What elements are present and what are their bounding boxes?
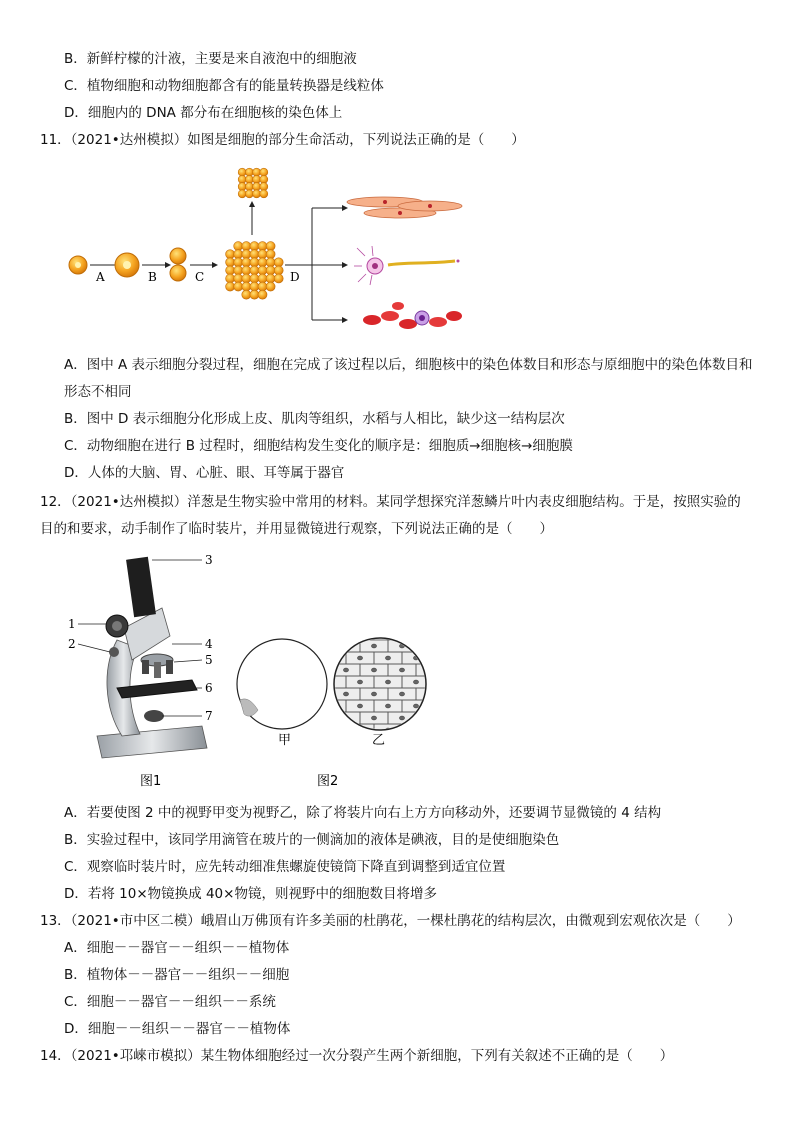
cluster-cell bbox=[226, 250, 235, 259]
q12-stem: 12．（2021•达州模拟）洋葱是生物实验中常用的材料。某同学想探究洋葱鳞片叶内表皮细胞结构。于是，按照实验的目的和要求，动手制作了临时装片，并用显微镜进行观察，下列说法正确的是（ ） bbox=[40, 494, 741, 537]
q12-option-a: A．若要使图 2 中的视野甲变为视野乙，除了将装片向右上方方向移动外，还要调节显微镜的 4 结构 bbox=[64, 805, 662, 821]
cluster-cell bbox=[242, 258, 251, 267]
cluster-cell bbox=[260, 190, 268, 198]
cluster-cell bbox=[250, 250, 259, 259]
onion-cell bbox=[430, 700, 458, 712]
q12-microscope-figure bbox=[62, 548, 462, 793]
cluster-cell bbox=[260, 183, 268, 191]
onion-cell-nucleus bbox=[344, 668, 349, 672]
muscle-tissue-cells bbox=[347, 197, 462, 218]
onion-cell bbox=[416, 640, 444, 652]
q11-option-b: B．图中 D 表示细胞分化形成上皮、肌肉等组织，水稻与人相比，缺少这一结构层次 bbox=[64, 411, 565, 427]
onion-cell-nucleus bbox=[372, 716, 377, 720]
onion-cell-nucleus bbox=[442, 728, 447, 732]
cluster-cell bbox=[238, 168, 246, 176]
two-cells bbox=[170, 248, 186, 281]
cluster-cell bbox=[250, 258, 259, 267]
q12-option-c: C．观察临时装片时，应先转动细准焦螺旋使镜筒下降直到调整到适宜位置 bbox=[64, 859, 506, 875]
onion-cell-nucleus bbox=[456, 692, 461, 696]
view-jia-label: 甲 bbox=[278, 733, 292, 748]
single-cell bbox=[69, 256, 87, 274]
view-yi-label: 乙 bbox=[372, 733, 386, 748]
onion-cell-nucleus bbox=[456, 644, 461, 648]
cluster-cell bbox=[245, 183, 253, 191]
cluster-cell bbox=[242, 242, 251, 251]
onion-cell-nucleus bbox=[414, 704, 419, 708]
cluster-cell bbox=[226, 266, 235, 275]
cluster-cell bbox=[242, 250, 251, 259]
cluster-cell bbox=[234, 242, 243, 251]
onion-cell-nucleus bbox=[386, 680, 391, 684]
onion-cell bbox=[416, 712, 444, 724]
cluster-cell bbox=[274, 258, 283, 267]
onion-cell-nucleus bbox=[358, 704, 363, 708]
cluster-cell bbox=[250, 282, 259, 291]
onion-cell-nucleus bbox=[372, 644, 377, 648]
grown-cell bbox=[115, 253, 139, 277]
onion-cell-nucleus bbox=[428, 716, 433, 720]
microscope-diagram bbox=[62, 548, 462, 793]
cluster-cell bbox=[250, 242, 259, 251]
cluster-cell bbox=[242, 266, 251, 275]
fig2-caption: 图2 bbox=[317, 774, 339, 789]
onion-cell bbox=[402, 724, 430, 736]
label-3: 3 bbox=[205, 553, 213, 567]
onion-cell-nucleus bbox=[316, 716, 321, 720]
q11-cell-figure bbox=[60, 160, 480, 340]
cluster-cell bbox=[260, 168, 268, 176]
cluster-cell bbox=[274, 274, 283, 283]
label-6: 6 bbox=[205, 681, 213, 695]
onion-cell-nucleus bbox=[316, 644, 321, 648]
label-7: 7 bbox=[205, 709, 213, 723]
cluster-cell bbox=[253, 168, 261, 176]
cluster-cell bbox=[242, 274, 251, 283]
cluster-cell bbox=[266, 266, 275, 275]
cluster-cell bbox=[258, 266, 267, 275]
cluster-cell bbox=[266, 274, 275, 283]
onion-cell-nucleus bbox=[330, 656, 335, 660]
q11-option-d: D．人体的大脑、胃、心脏、眼、耳等属于器官 bbox=[64, 465, 345, 481]
cluster-cell bbox=[226, 274, 235, 283]
cluster-cell bbox=[238, 175, 246, 183]
cluster-cell bbox=[242, 282, 251, 291]
onion-cell bbox=[444, 640, 462, 652]
onion-cell-nucleus bbox=[344, 692, 349, 696]
onion-cell-nucleus bbox=[330, 704, 335, 708]
cell-cluster-top bbox=[238, 168, 268, 198]
cluster-cell bbox=[266, 258, 275, 267]
onion-cell-nucleus bbox=[442, 704, 447, 708]
onion-cell bbox=[430, 724, 458, 736]
cluster-cell bbox=[266, 242, 275, 251]
view-yi-circle bbox=[304, 638, 462, 736]
q11-option-c: C．动物细胞在进行 B 过程时，细胞结构发生变化的顺序是：细胞质→细胞核→细胞膜 bbox=[64, 438, 573, 454]
onion-cell bbox=[458, 652, 462, 664]
q13-option-b: B．植物体－－器官－－组织－－细胞 bbox=[64, 967, 290, 983]
label-b: B bbox=[148, 270, 157, 284]
q10-option-d: D．细胞内的 DNA 都分布在细胞核的染色体上 bbox=[64, 105, 343, 121]
cluster-cell bbox=[234, 274, 243, 283]
onion-cell-nucleus bbox=[428, 668, 433, 672]
onion-cell-nucleus bbox=[400, 692, 405, 696]
fig1-caption: 图1 bbox=[140, 774, 162, 789]
q10-option-c: C．植物细胞和动物细胞都含有的能量转换器是线粒体 bbox=[64, 78, 384, 94]
cluster-cell bbox=[250, 266, 259, 275]
cluster-cell bbox=[234, 250, 243, 259]
cell-cluster bbox=[226, 242, 284, 300]
onion-cell-nucleus bbox=[428, 644, 433, 648]
label-4: 4 bbox=[205, 637, 213, 651]
cluster-cell bbox=[245, 175, 253, 183]
onion-cell bbox=[458, 724, 462, 736]
onion-cell bbox=[444, 688, 462, 700]
onion-cell bbox=[458, 676, 462, 688]
onion-cell-nucleus bbox=[344, 644, 349, 648]
onion-cell-nucleus bbox=[358, 656, 363, 660]
cluster-cell bbox=[234, 258, 243, 267]
label-5: 5 bbox=[205, 653, 213, 667]
onion-cell bbox=[458, 700, 462, 712]
q10-option-b: B．新鲜柠檬的汁液，主要是来自液泡中的细胞液 bbox=[64, 51, 357, 67]
q13-option-d: D．细胞－－组织－－器官－－植物体 bbox=[64, 1021, 291, 1037]
label-d: D bbox=[290, 270, 300, 284]
cluster-cell bbox=[242, 290, 251, 299]
cluster-cell bbox=[250, 290, 259, 299]
cluster-cell bbox=[245, 168, 253, 176]
label-a: A bbox=[96, 270, 105, 284]
cluster-cell bbox=[226, 282, 235, 291]
q13-option-a: A．细胞－－器官－－组织－－植物体 bbox=[64, 940, 290, 956]
cluster-cell bbox=[258, 290, 267, 299]
cluster-cell bbox=[238, 190, 246, 198]
cluster-cell bbox=[258, 282, 267, 291]
cluster-cell bbox=[238, 183, 246, 191]
q12-option-b: B．实验过程中，该同学用滴管在玻片的一侧滴加的液体是碘液，目的是使细胞染色 bbox=[64, 832, 560, 848]
cluster-cell bbox=[253, 175, 261, 183]
q13-option-c: C．细胞－－器官－－组织－－系统 bbox=[64, 994, 276, 1010]
onion-cell bbox=[430, 676, 458, 688]
onion-cell-nucleus bbox=[428, 692, 433, 696]
onion-cell-nucleus bbox=[330, 728, 335, 732]
onion-cell-nucleus bbox=[414, 728, 419, 732]
onion-cell-nucleus bbox=[400, 668, 405, 672]
q12-option-d: D．若将 10×物镜换成 40×物镜，则视野中的细胞数目将增多 bbox=[64, 886, 437, 902]
q11-stem: 11．（2021•达州模拟）如图是细胞的部分生命活动，下列说法正确的是（ ） bbox=[40, 132, 525, 148]
cluster-cell bbox=[274, 266, 283, 275]
cluster-cell bbox=[245, 190, 253, 198]
onion-cell-nucleus bbox=[358, 680, 363, 684]
onion-cell bbox=[318, 724, 346, 736]
cluster-cell bbox=[250, 274, 259, 283]
cluster-cell bbox=[226, 258, 235, 267]
label-c: C bbox=[195, 270, 205, 284]
cluster-cell bbox=[234, 282, 243, 291]
blood-cells bbox=[363, 302, 462, 329]
onion-cell-nucleus bbox=[386, 656, 391, 660]
q13-stem: 13．（2021•市中区二模）峨眉山万佛顶有许多美丽的杜鹃花，一棵杜鹃花的结构层次，由微观到宏观依次是（ ） bbox=[40, 913, 741, 929]
cluster-cell bbox=[258, 258, 267, 267]
cluster-cell bbox=[260, 175, 268, 183]
onion-cell-nucleus bbox=[414, 680, 419, 684]
onion-cell-nucleus bbox=[442, 656, 447, 660]
onion-cell-nucleus bbox=[372, 668, 377, 672]
cell-process-diagram bbox=[60, 160, 480, 340]
onion-cell bbox=[430, 652, 458, 664]
onion-cell-nucleus bbox=[358, 728, 363, 732]
onion-cell-nucleus bbox=[386, 704, 391, 708]
onion-cell-nucleus bbox=[456, 716, 461, 720]
cluster-cell bbox=[234, 266, 243, 275]
nerve-cell bbox=[354, 246, 460, 285]
cluster-cell bbox=[253, 190, 261, 198]
onion-cell bbox=[444, 712, 462, 724]
onion-cell bbox=[444, 664, 462, 676]
onion-cell-nucleus bbox=[442, 680, 447, 684]
onion-cell-nucleus bbox=[400, 716, 405, 720]
onion-cell-nucleus bbox=[372, 692, 377, 696]
cluster-cell bbox=[258, 250, 267, 259]
label-2: 2 bbox=[68, 637, 76, 651]
cluster-cell bbox=[258, 274, 267, 283]
cluster-cell bbox=[266, 282, 275, 291]
label-1: 1 bbox=[68, 617, 76, 631]
cluster-cell bbox=[266, 250, 275, 259]
q14-stem: 14．（2021•邛崍市模拟）某生物体细胞经过一次分裂产生两个新细胞，下列有关叙述不正确的是（ ） bbox=[40, 1048, 674, 1064]
q11-option-a: A．图中 A 表示细胞分裂过程，细胞在完成了该过程以后，细胞核中的染色体数目和形态与原细胞中的染色体数目和形态不相同 bbox=[64, 357, 753, 400]
cluster-cell bbox=[253, 183, 261, 191]
onion-cell-nucleus bbox=[456, 668, 461, 672]
cluster-cell bbox=[258, 242, 267, 251]
